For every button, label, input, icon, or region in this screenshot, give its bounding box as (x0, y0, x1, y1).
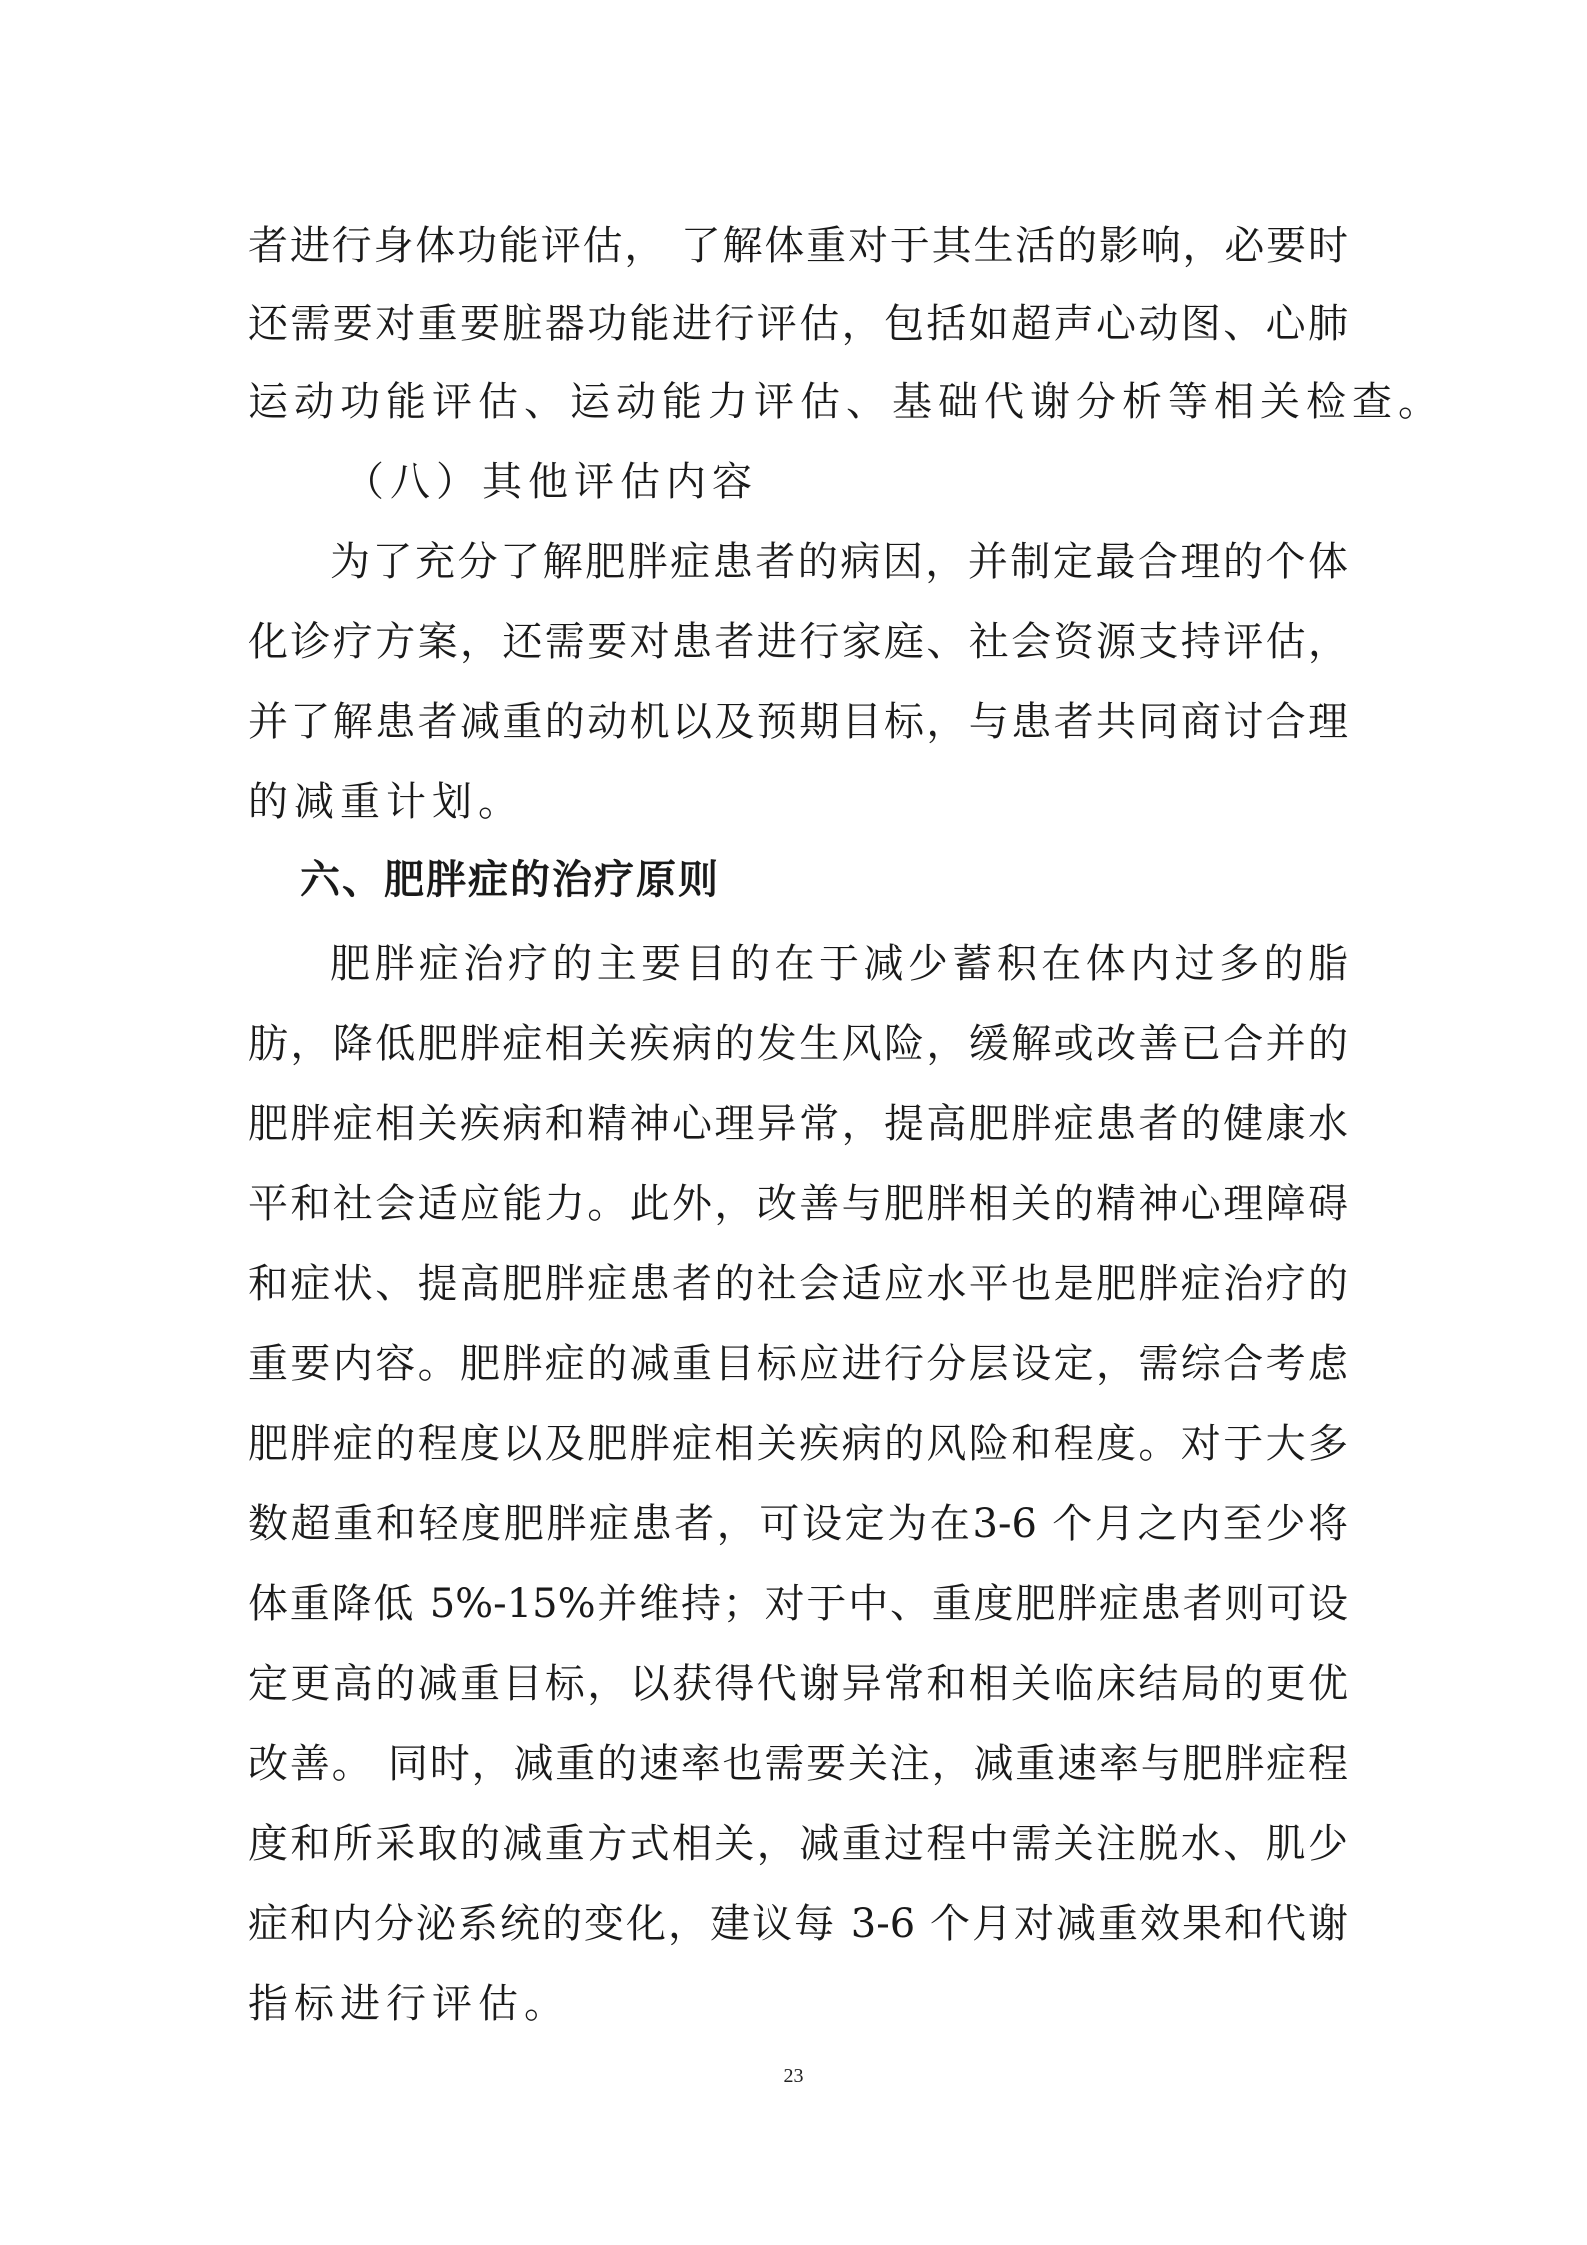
paragraph-line: 肥胖症相关疾病和精神心理异常，提高肥胖症患者的健康水 (248, 1101, 1348, 1147)
paragraph-line: 肥胖症的程度以及肥胖症相关疾病的风险和程度。对于大多 (248, 1421, 1348, 1467)
paragraph-line: 症和内分泌系统的变化，建议每 3-6 个月对减重效果和代谢 (248, 1901, 1348, 1947)
paragraph-line: 指标进行评估。 (248, 1981, 570, 2027)
paragraph-line: 并了解患者减重的动机以及预期目标，与患者共同商讨合理 (248, 699, 1348, 745)
paragraph-line: 还需要对重要脏器功能进行评估，包括如超声心动图、心肺 (248, 301, 1348, 347)
paragraph-line: 体重降低 5%-15%并维持；对于中、重度肥胖症患者则可设 (248, 1581, 1348, 1627)
paragraph-line: 重要内容。肥胖症的减重目标应进行分层设定，需综合考虑 (248, 1341, 1348, 1387)
paragraph-line: 者进行身体功能评估， 了解体重对于其生活的影响，必要时 (248, 223, 1348, 269)
paragraph-line: 数超重和轻度肥胖症患者，可设定为在3-6 个月之内至少将 (248, 1501, 1348, 1547)
page-number: 23 (783, 2065, 804, 2087)
paragraph-line: 肪，降低肥胖症相关疾病的发生风险，缓解或改善已合并的 (248, 1021, 1348, 1067)
paragraph-line: 和症状、提高肥胖症患者的社会适应水平也是肥胖症治疗的 (248, 1261, 1348, 1307)
paragraph-line: 定更高的减重目标，以获得代谢异常和相关临床结局的更优 (248, 1661, 1348, 1707)
paragraph-line: 平和社会适应能力。此外，改善与肥胖相关的精神心理障碍 (248, 1181, 1348, 1227)
subsection-heading: （八）其他评估内容 (344, 459, 758, 505)
section-heading: 六、肥胖症的治疗原则 (300, 857, 720, 903)
paragraph-line: 化诊疗方案，还需要对患者进行家庭、社会资源支持评估， (248, 619, 1348, 665)
paragraph-line: 改善。 同时，减重的速率也需要关注，减重速率与肥胖症程 (248, 1741, 1348, 1787)
paragraph-line: 度和所采取的减重方式相关，减重过程中需关注脱水、肌少 (248, 1821, 1348, 1867)
paragraph-line: 运动功能评估、运动能力评估、基础代谢分析等相关检查。 (248, 379, 1444, 425)
paragraph-line: 的减重计划。 (248, 779, 524, 825)
paragraph-line: 肥胖症治疗的主要目的在于减少蓄积在体内过多的脂 (330, 941, 1348, 987)
paragraph-line: 为了充分了解肥胖症患者的病因，并制定最合理的个体 (330, 539, 1348, 585)
